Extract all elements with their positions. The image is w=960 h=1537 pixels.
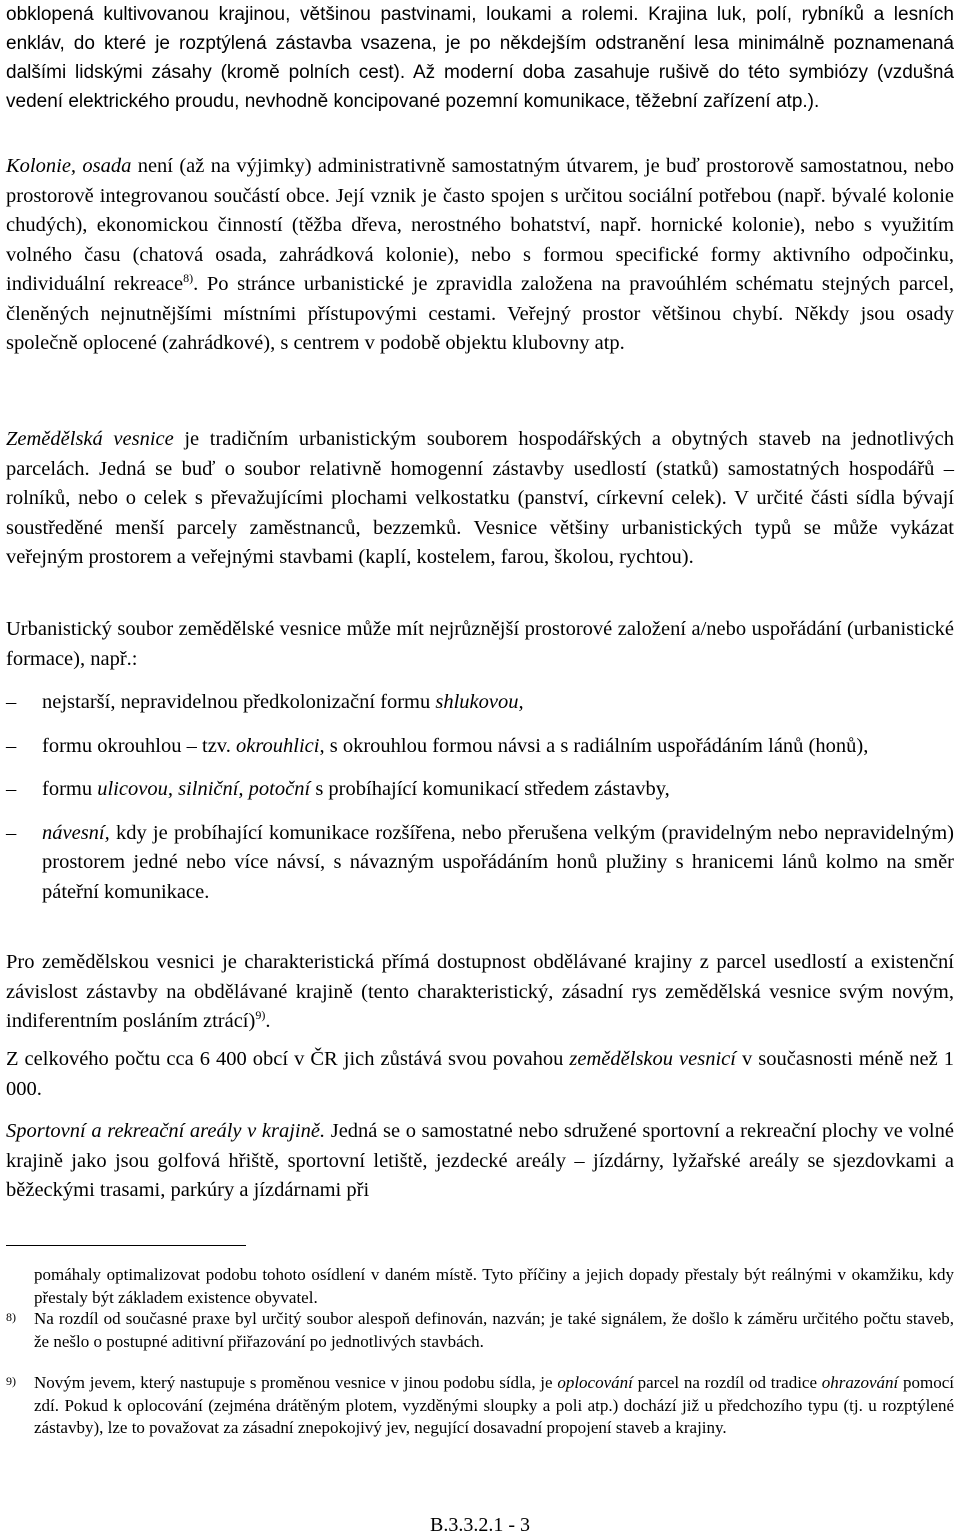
footnote-8	[6, 1308, 954, 1353]
dash-bullet: –	[6, 778, 17, 800]
paragraph-formace	[6, 615, 954, 674]
footnote-continuation	[6, 1264, 954, 1309]
paragraph-vesnice	[6, 425, 954, 573]
list-item-text: formu okrouhlou – tzv.	[42, 734, 236, 757]
footnote-separator	[6, 1245, 246, 1246]
paragraph-text: Z celkového počtu cca 6 400 obcí v ČR jich zůstává svou povahou	[6, 1048, 570, 1070]
paragraph-text: . Po stránce urbanistické je zpravidla založena na pravoúhlém schématu stejných parcel, členěných nejnutnějšími místními přístupovými cestami. Veřejný prostor většinou chybí. Někdy jsou osady společně oplocené (zahrádkové), s centrem v podobě objektu klubovny atp.	[6, 273, 954, 354]
list-item	[6, 732, 954, 762]
term-kolonie: Kolonie, osada	[6, 155, 132, 177]
list-item-text: nejstarší, nepravidelnou předkolonizační formu	[42, 691, 436, 713]
footnote-text: Na rozdíl od současné praxe byl určitý soubor alespoň definován, nazván; je také signálem, že došlo k záměru určitého počtu staveb, že nešlo o postupné aditivní přiřazování po jednotlivých stavbách.	[34, 1309, 954, 1351]
footnote-text-part: parcel na rozdíl od tradice	[632, 1373, 822, 1392]
dash-bullet: –	[6, 821, 17, 844]
footnote-text	[34, 1372, 954, 1440]
paragraph-sportovni-arealy	[6, 1117, 954, 1206]
list-item-text: s probíhající komunikací středem zástavby,	[310, 778, 670, 800]
term-vesnice: Zemědělská vesnice	[6, 428, 174, 450]
dash-bullet: –	[6, 734, 17, 757]
paragraph-text: .	[265, 1010, 271, 1032]
paragraph-text: Pro zemědělskou vesnici je charakteristická přímá dostupnost obdělávané krajiny z parcel usedlostí a existenční závislost zástavby na obdělávané krajině (tento charakteristický, zásadní rys zemědělská vesnice svým novým, indiferentním posláním ztrácí)	[6, 951, 954, 1032]
paragraph-text: je tradičním urbanistickým souborem hospodářských a obytných staveb na jednotlivých parcelách. Jedná se buď o soubor relativně homogenní zástavby usedlostí (statků) samostatných hospodářů – rolníků, nebo o celek s převažujícími plochami velkostatku (panství, církevní celek). V určité části sídla bývají soustředěné menší parcely zaměstnanců, bezzemků. Vesnice většiny urbanistických typů se může vykázat veřejným prostorem a veřejnými stavbami (kaplí, kostelem, farou, školou, rychtou).	[6, 428, 954, 568]
footnote-text: pomáhaly optimalizovat podobu tohoto osídlení v daném místě. Tyto příčiny a jejich dopady přestaly být reálnými v okamžiku, kdy přestaly být základem existence obyvatel.	[34, 1265, 954, 1307]
term-zemedelska-vesnice: zemědělskou vesnicí	[569, 1048, 736, 1070]
paragraph-text: obklopená kultivovanou krajinou, většinou pastvinami, loukami a rolemi. Krajina luk, polí, rybníků a lesních enkláv, do které je rozptýlená zástavba vsazena, je po někdejším odstranění lesa minimálně poznamenaná dalšími lidskými zásahy (kromě polních cest). Až moderní doba zasahuje rušivě do této symbiózy (vzdušná vedení elektrického proudu, nevhodně koncipované pozemní komunikace, těžební zařízení atp.).	[6, 4, 954, 112]
footnote-number: 8)	[6, 1310, 16, 1324]
footnote-number: 9)	[6, 1374, 16, 1388]
paragraph-text: Urbanistický soubor zemědělské vesnice může mít nejrůznější prostorové založení a/nebo uspořádání (urbanistické formace), např.:	[6, 618, 954, 670]
footnote-text-part: pomocí zdí. Pokud k oplocování (zejména drátěným plotem, vyzděnými sloupky a poli atp.) dochází již u předchozího typu (tj. u rozptýlené zástavby), lze to považovat za zásadní znepokojivý jev, negující dosavadní propojení staveb a krajiny.	[34, 1373, 954, 1437]
paragraph-pocet-obci	[6, 1045, 954, 1104]
list-item-term: návesní,	[42, 821, 110, 844]
paragraph-text: Jedná se o samostatné nebo sdružené sportovní a rekreační plochy ve volné krajině jako jsou golfová hřiště, sportovní letiště, jezdecké areály – jízdárny, lyžařské areály se sjezdovkami a běžeckými trasami, parkúry a jízdárnami při	[6, 1120, 954, 1201]
list-item-text: , s okrouhlou formou návsi a s radiálním uspořádáním lánů (honů),	[319, 734, 869, 757]
list-item-text: kdy je probíhající komunikace rozšířena, nebo přerušena velkým (pravidelným nebo nepravidelným) prostorem jedné nebo více návsí, s návazným uspořádáním honů plužiny s hranicemi lánů kolmo na směr páteřní komunikace.	[42, 821, 954, 903]
footnote-term: ohrazování	[821, 1373, 899, 1392]
list-item	[6, 688, 954, 718]
list-item	[6, 775, 954, 805]
dash-bullet: –	[6, 691, 17, 713]
footnote-term: oplocování	[557, 1373, 633, 1392]
footnote-text-part: Novým jevem, který nastupuje s proměnou vesnice v jinou podobu sídla, je	[34, 1373, 558, 1392]
footnote-9	[6, 1372, 954, 1440]
footnote-ref-8[interactable]: 8)	[183, 271, 194, 286]
list-item	[6, 819, 954, 908]
formace-list	[6, 688, 954, 921]
paragraph-kolonie	[6, 152, 954, 359]
paragraph-text: v současnosti méně než 1 000.	[6, 1048, 954, 1100]
list-item-text: formu	[42, 778, 98, 800]
paragraph-text: není (až na výjimky) administrativně samostatným útvarem, je buď prostorově samostatnou, nebo prostorově integrovanou součástí obce. Její vznik je často spojen s určitou sociální potřebou (např. bývalé kolonie chudých), ekonomickou činností (těžba dřeva, nerostného bohatství, např. hornické kolonie), nebo s využitím volného času (chatová osada, zahrádková kolonie), nebo s formou specifické formy aktivního odpočinku, individuální rekreace	[6, 155, 954, 295]
paragraph-dostupnost	[6, 948, 954, 1037]
list-item-term: ulicovou, silniční, potoční	[97, 778, 311, 800]
list-item-term: okrouhlici	[235, 734, 320, 757]
page-number: B.3.3.2.1 - 3	[430, 1514, 530, 1536]
footnote-ref-9[interactable]: 9)	[255, 1008, 266, 1023]
list-item-term: shlukovou,	[435, 691, 524, 713]
term-sportovni-arealy: Sportovní a rekreační areály v krajině.	[6, 1120, 326, 1142]
paragraph-landscape	[6, 0, 954, 116]
